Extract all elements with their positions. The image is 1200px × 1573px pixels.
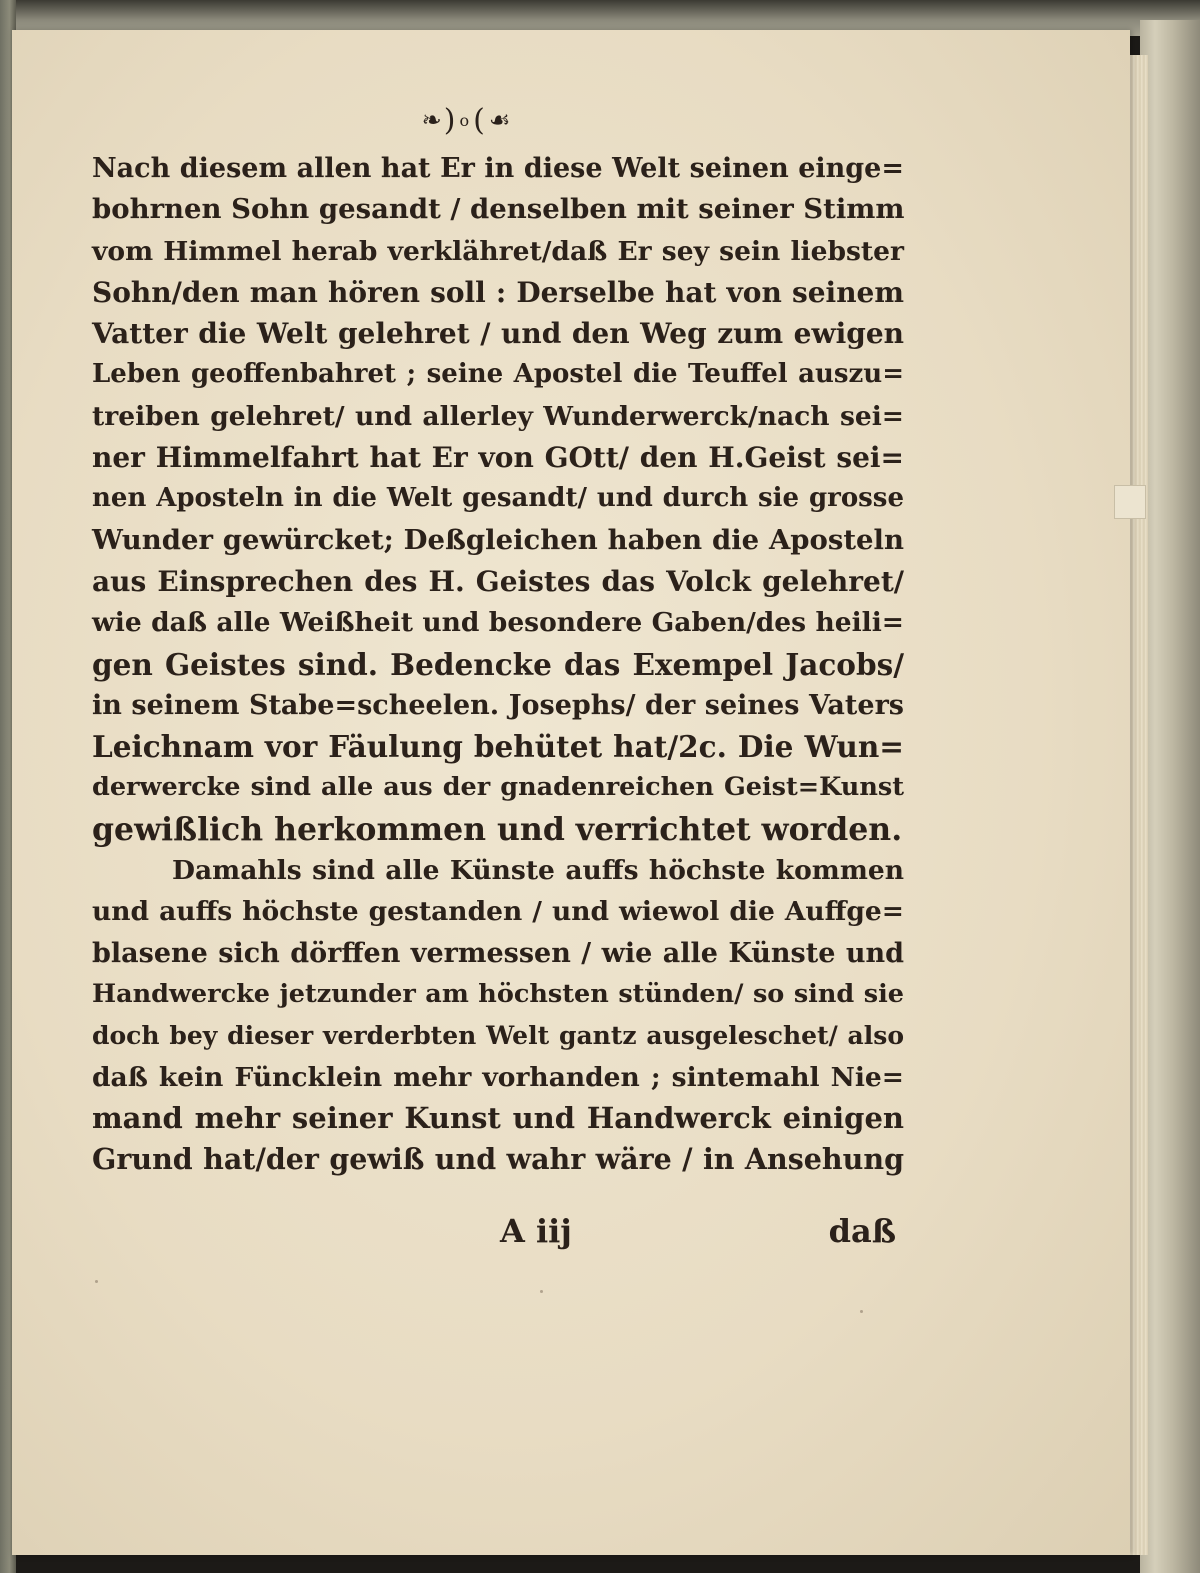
ornament-circle: o xyxy=(459,110,470,130)
text-line: wie daß alle Weißheit und besondere Gaben/des heili= xyxy=(92,607,904,639)
text-line: Wunder gewürcket; Deßgleichen haben die Aposteln xyxy=(92,523,904,556)
text-line: gen Geistes sind. Bedencke das Exempel Jacobs/ xyxy=(92,646,904,682)
text-line: und auffs höchste gestanden / und wiewol die Auffge= xyxy=(92,896,904,928)
text-line: Damahls sind alle Künste auffs höchste kommen xyxy=(172,855,904,887)
text-line: doch bey dieser verderbten Welt gantz ausgeleschet/ also xyxy=(92,1021,904,1051)
page-footer xyxy=(100,1212,900,1252)
text-line: Grund hat/der gewiß und wahr wäre / in Ansehung xyxy=(92,1142,904,1177)
text-line: bohrnen Sohn gesandt / denselben mit seiner Stimm xyxy=(92,193,905,226)
text-line: nen Aposteln in die Welt gesandt/ und durch sie grosse xyxy=(92,483,904,514)
catchword: daß xyxy=(828,1212,896,1250)
book-cover-right xyxy=(1140,20,1200,1573)
ornament-open-paren: ( xyxy=(473,102,485,138)
text-line: vom Himmel herab verklähret/daß Er sey sein liebster xyxy=(92,235,904,267)
text-line: Nach diesem allen hat Er in diese Welt seinen einge= xyxy=(92,153,904,184)
page-tab-marker xyxy=(1114,485,1146,519)
text-line: Sohn/den man hören soll : Derselbe hat von seinem xyxy=(92,275,904,309)
text-line: Vatter die Welt gelehret / und den Weg zum ewigen xyxy=(92,317,904,351)
text-line: mand mehr seiner Kunst und Handwerck einigen xyxy=(92,1100,904,1135)
signature-mark: A iij xyxy=(500,1212,572,1250)
text-line: ner Himmelfahrt hat Er von GOtt/ den H.Geist sei= xyxy=(92,441,904,475)
ornament-close-paren: ) xyxy=(443,102,456,138)
body-text xyxy=(92,148,904,1180)
text-line: blasene sich dörffen vermessen / wie alle Künste und xyxy=(92,937,904,969)
text-line: aus Einsprechen des H. Geistes das Volck gelehret/ xyxy=(92,564,904,598)
text-line: treiben gelehret/ und allerley Wunderwerck/nach sei= xyxy=(92,400,904,432)
header-ornament xyxy=(360,100,570,140)
text-line: Handwercke jetzunder am höchsten stünden/ so sind sie xyxy=(92,978,904,1009)
text-line: Leben geoffenbahret ; seine Apostel die Teuffel auszu= xyxy=(92,359,904,390)
text-line: in seinem Stabe=scheelen. Josephs/ der seines Vaters xyxy=(92,689,904,721)
text-line: derwercke sind alle aus der gnadenreichen Geist=Kunst xyxy=(92,772,904,803)
ink-speck xyxy=(860,1310,863,1313)
flourish-left-icon: ❧ xyxy=(421,106,440,134)
ink-speck xyxy=(540,1290,543,1293)
text-line: gewißlich herkommen und verrichtet worden. xyxy=(92,810,903,848)
ink-speck xyxy=(95,1280,98,1283)
flourish-right-icon: ☙ xyxy=(488,106,509,134)
text-line: daß kein Füncklein mehr vorhanden ; sintemahl Nie= xyxy=(92,1061,904,1093)
text-line: Leichnam vor Fäulung behütet hat/2c. Die Wun= xyxy=(92,729,904,765)
